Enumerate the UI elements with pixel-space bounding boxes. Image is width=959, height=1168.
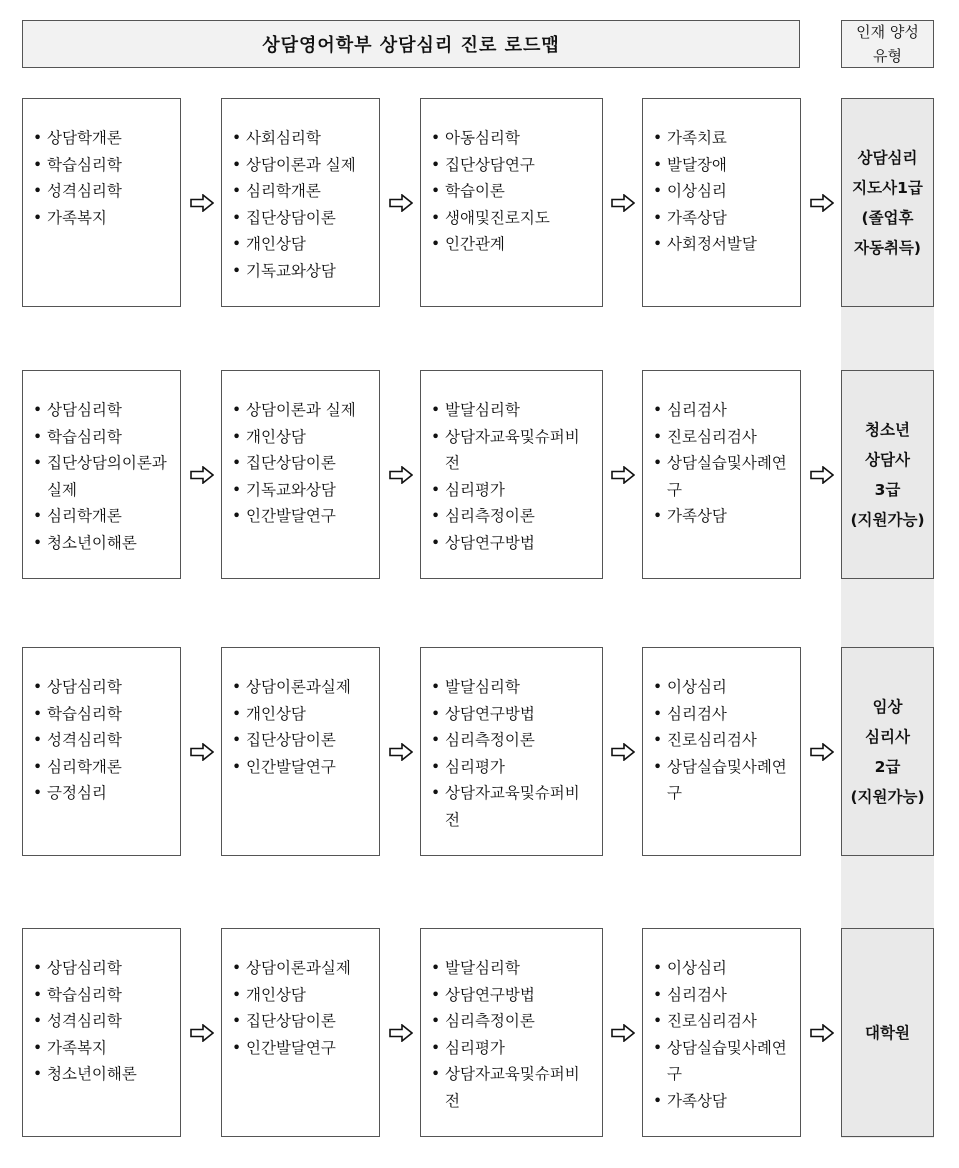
row3-course-box-3: [420, 647, 603, 856]
row3-course-box-1: [22, 647, 181, 856]
course-item: • 심리측정이론: [431, 503, 594, 530]
row4-result-box: 대학원: [841, 928, 934, 1137]
arrow-right-icon: [810, 194, 834, 212]
course-item: • 이상심리: [653, 178, 792, 205]
course-item: • 아동심리학: [431, 125, 594, 152]
row1-course-box-4: [642, 98, 801, 307]
course-item: • 상담이론과 실제: [232, 397, 371, 424]
course-item: • 심리학개론: [33, 503, 172, 530]
course-item: • 상담실습및사례연구: [653, 450, 792, 503]
course-item: • 심리학개론: [33, 754, 172, 781]
arrow-right-icon: [810, 743, 834, 761]
course-item: • 성격심리학: [33, 1008, 172, 1035]
arrow-right-icon: [611, 466, 635, 484]
course-item: • 가족상담: [653, 503, 792, 530]
course-item: • 발달심리학: [431, 955, 594, 982]
course-item: • 진로심리검사: [653, 727, 792, 754]
arrow-right-icon: [389, 194, 413, 212]
course-item: • 사회정서발달: [653, 231, 792, 258]
course-item: • 개인상담: [232, 424, 371, 451]
course-item: • 가족복지: [33, 1035, 172, 1062]
course-item: • 기독교와상담: [232, 258, 371, 285]
course-item: • 상담심리학: [33, 397, 172, 424]
course-item: • 개인상담: [232, 701, 371, 728]
course-item: • 성격심리학: [33, 727, 172, 754]
course-item: • 학습심리학: [33, 424, 172, 451]
course-item: • 발달심리학: [431, 674, 594, 701]
course-item: • 상담심리학: [33, 674, 172, 701]
arrow-right-icon: [611, 743, 635, 761]
course-item: • 상담자교육및슈퍼비전: [431, 1061, 594, 1114]
row1-result-box: 상담심리 지도사1급 (졸업후 자동취득): [841, 98, 934, 307]
course-item: • 학습이론: [431, 178, 594, 205]
row3-course-box-4: [642, 647, 801, 856]
course-item: • 상담이론과 실제: [232, 152, 371, 179]
course-item: • 긍정심리: [33, 780, 172, 807]
course-item: • 가족치료: [653, 125, 792, 152]
course-item: • 심리검사: [653, 982, 792, 1009]
course-item: • 집단상담의이론과실제: [33, 450, 172, 503]
course-item: • 청소년이해론: [33, 530, 172, 557]
arrow-right-icon: [190, 466, 214, 484]
course-item: • 심리평가: [431, 1035, 594, 1062]
course-item: • 집단상담이론: [232, 727, 371, 754]
row3-result-box: 임상 심리사 2급 (지원가능): [841, 647, 934, 856]
arrow-right-icon: [389, 466, 413, 484]
course-item: • 가족상담: [653, 205, 792, 232]
course-item: • 상담연구방법: [431, 982, 594, 1009]
course-item: • 인간발달연구: [232, 754, 371, 781]
course-item: • 상담이론과실제: [232, 955, 371, 982]
arrow-right-icon: [389, 1024, 413, 1042]
arrow-right-icon: [810, 1024, 834, 1042]
row4-course-box-2: [221, 928, 380, 1137]
course-item: • 심리평가: [431, 754, 594, 781]
course-item: • 집단상담이론: [232, 205, 371, 232]
course-item: • 집단상담이론: [232, 1008, 371, 1035]
course-item: • 상담자교육및슈퍼비전: [431, 424, 594, 477]
course-item: • 발달심리학: [431, 397, 594, 424]
row3-course-box-2: [221, 647, 380, 856]
course-item: • 기독교와상담: [232, 477, 371, 504]
arrow-right-icon: [389, 743, 413, 761]
course-item: • 발달장애: [653, 152, 792, 179]
course-item: • 상담연구방법: [431, 530, 594, 557]
row1-course-box-3: [420, 98, 603, 307]
course-item: • 상담실습및사례연구: [653, 1035, 792, 1088]
course-item: • 사회심리학: [232, 125, 371, 152]
course-item: • 상담학개론: [33, 125, 172, 152]
course-item: • 인간관계: [431, 231, 594, 258]
type-header: 인재 양성 유형: [841, 20, 934, 68]
course-item: • 개인상담: [232, 982, 371, 1009]
course-item: • 심리측정이론: [431, 1008, 594, 1035]
course-item: • 학습심리학: [33, 982, 172, 1009]
course-item: • 인간발달연구: [232, 1035, 371, 1062]
arrow-right-icon: [190, 1024, 214, 1042]
course-item: • 성격심리학: [33, 178, 172, 205]
course-item: • 심리측정이론: [431, 727, 594, 754]
course-item: • 청소년이해론: [33, 1061, 172, 1088]
row4-course-box-1: [22, 928, 181, 1137]
course-item: • 학습심리학: [33, 152, 172, 179]
course-item: • 심리검사: [653, 397, 792, 424]
row1-course-box-2: [221, 98, 380, 307]
course-item: • 이상심리: [653, 674, 792, 701]
row2-course-box-1: [22, 370, 181, 579]
row4-course-box-3: [420, 928, 603, 1137]
arrow-right-icon: [190, 194, 214, 212]
arrow-right-icon: [810, 466, 834, 484]
course-item: • 심리평가: [431, 477, 594, 504]
arrow-right-icon: [190, 743, 214, 761]
course-item: • 상담실습및사례연구: [653, 754, 792, 807]
roadmap-title: 상담영어학부 상담심리 진로 로드맵: [22, 20, 800, 68]
course-item: • 진로심리검사: [653, 1008, 792, 1035]
row1-course-box-1: [22, 98, 181, 307]
course-item: • 학습심리학: [33, 701, 172, 728]
row2-course-box-2: [221, 370, 380, 579]
course-item: • 상담심리학: [33, 955, 172, 982]
arrow-right-icon: [611, 194, 635, 212]
row2-course-box-3: [420, 370, 603, 579]
course-item: • 상담이론과실제: [232, 674, 371, 701]
course-item: • 생애및진로지도: [431, 205, 594, 232]
course-item: • 개인상담: [232, 231, 371, 258]
course-item: • 상담연구방법: [431, 701, 594, 728]
row2-result-box: 청소년 상담사 3급 (지원가능): [841, 370, 934, 579]
row2-course-box-4: [642, 370, 801, 579]
course-item: • 심리학개론: [232, 178, 371, 205]
course-item: • 인간발달연구: [232, 503, 371, 530]
course-item: • 가족복지: [33, 205, 172, 232]
course-item: • 가족상담: [653, 1088, 792, 1115]
course-item: • 진로심리검사: [653, 424, 792, 451]
row4-course-box-4: [642, 928, 801, 1137]
course-item: • 집단상담이론: [232, 450, 371, 477]
course-item: • 심리검사: [653, 701, 792, 728]
course-item: • 상담자교육및슈퍼비전: [431, 780, 594, 833]
arrow-right-icon: [611, 1024, 635, 1042]
course-item: • 이상심리: [653, 955, 792, 982]
course-item: • 집단상담연구: [431, 152, 594, 179]
